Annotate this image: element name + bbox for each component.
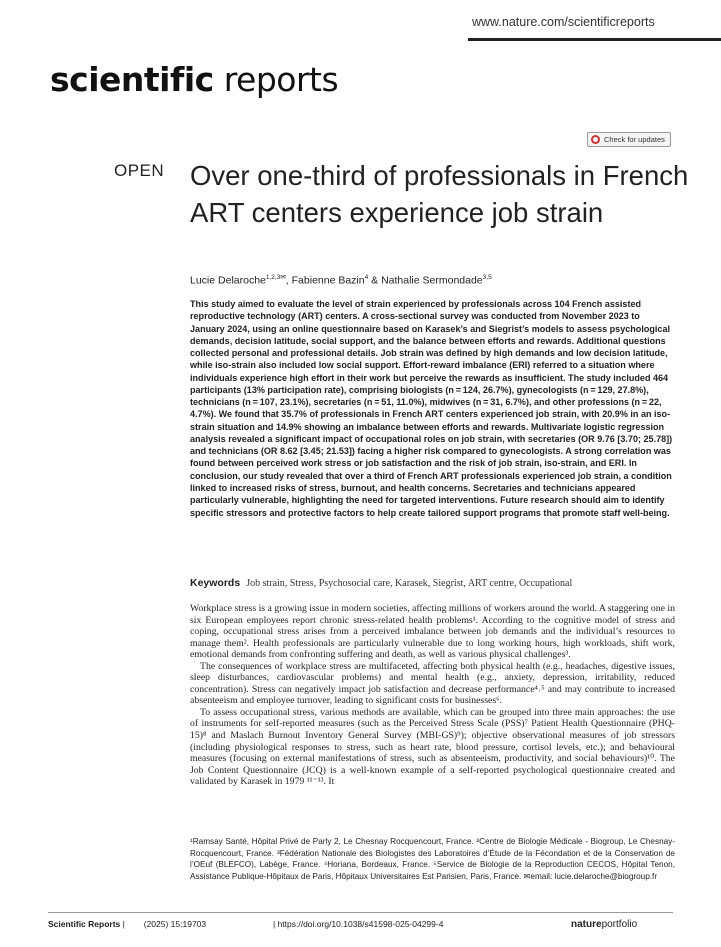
body-paragraph: Workplace stress is a growing issue in modern societies, affecting millions of workers around the world. A staggering one in six European employees report chronic stress-related health problems¹. According to the cognitive model of stress and coping, occupational stress arises from a perceived imbalance between job demands and the individual’s resources to manage them². Health professionals are particularly vulnerable due to long working hours, high workloads, shift work, emotional demands from confronting suffering and death, as well as various physical challenges³.	[190, 603, 675, 661]
check-for-updates-button[interactable]	[587, 132, 671, 147]
journal-logo	[50, 60, 338, 99]
keywords-row	[190, 577, 680, 589]
keywords-label: Keywords	[190, 577, 241, 589]
publisher-logo-rest: portfolio	[601, 919, 638, 930]
open-access-label: OPEN	[114, 161, 165, 180]
article-title: Over one-third of professionals in French ART centers experience job strain	[190, 160, 689, 228]
affiliations: ¹Ramsay Santé, Hôpital Privé de Parly 2, Le Chesnay Rocquencourt, France. ²Centre de Biologie Médicale - Biogroup, Le Chesnay-Rocquencourt, France. ³Fédération Nationale des Biologistes des Laboratoires d’Étude de la Fécondation et de la Conservation de l’OEuf (BLEFCO), Labège, France. ⁴Horiana, Bordeaux, France. ⁵Service de Biologie de la Reproduction CECOS, Hôpital Tenon, Assistance Publique-Hôpitaux de Paris, Hôpitaux Universitaires Est Parisien, Paris, France. ✉email: lucie.delaroche@biogroup.fr	[190, 837, 675, 881]
footer-citation	[48, 919, 206, 929]
author-affiliation-marks: 3,5	[482, 274, 492, 281]
author-name[interactable]: Nathalie Sermondade	[381, 274, 483, 287]
footer-volume: (2025) 15:19703	[124, 919, 207, 929]
author-name[interactable]: Lucie Delaroche	[190, 274, 266, 287]
footer-separator: |	[120, 919, 125, 929]
footer-doi[interactable]: | https://doi.org/10.1038/s41598-025-04299-4	[273, 919, 444, 929]
journal-url[interactable]: www.nature.com/scientificreports	[472, 15, 655, 29]
author-affiliation-marks: 4	[364, 274, 369, 281]
publisher-logo-bold: nature	[571, 919, 602, 930]
abstract: This study aimed to evaluate the level of strain experienced by professionals across 104 French assisted reproductive technology (ART) centers. A cross-sectional survey was conducted from November 2023 to January 2024, using an online questionnaire based on Karasek’s and Siegrist’s models to assess psychological demands, decision latitude, social support, and the balance between efforts and rewards. Additional questions collected personal and professional details. Job strain was defined by high demands and low decision latitude, while iso-strain also included low social support. Effort-reward imbalance (ERI) referred to a situation where individuals experience high effort in their work but perceive the rewards as insufficient. The study included 464 participants (13% participation rate), comprising biologists (n = 124, 26.7%), gynecologists (n = 129, 27.8%), technicians (n = 107, 23.1%), secretaries (n = 51, 11.0%), midwives (n = 31, 6.7%), and other professions (n = 22, 4.7%). We found that 35.7% of professionals in French ART centers experienced job strain, with 20.9% in an iso-strain situation and 14.9% showing an imbalance between efforts and rewards. Multivariate logistic regression analysis revealed a significant impact of occupational roles on job strain, with secretaries (OR 9.76 [3.70; 25.78]) and technicians (OR 8.62 [3.45; 21.53]) facing a higher risk compared to gynecologists. A strong correlation was found between perceived work stress or job satisfaction and the risk of job strain, iso-strain, and ERI. In conclusion, our study revealed that over a third of French ART professionals experienced job strain, a condition linked to increased risks of stress, burnout, and health concerns. Secretaries and technicians appeared particularly vulnerable, highlighting the need for targeted interventions. Future research should aim to identify specific stressors and protective factors to help create tailored support programs that promote staff well-being.	[190, 299, 673, 518]
header-rule	[468, 38, 721, 41]
author-list	[190, 273, 492, 287]
body-paragraph: To assess occupational stress, various methods are available, which can be grouped into three main approaches: the use of instruments for self-reported measures (such as the Perceived Stress Scale (PSS)⁷ Patient Health Questionnaire (PHQ-15)⁸ and Maslach Burnout Inventory General Survey (MBI-GS)⁹); objective observational measures of job stressors (including physiological responses to stress, such as heart rate, blood pressure, cortisol levels, etc.); and behavioural measures (focusing on external manifestations of stress, such as absenteeism, productivity, and social behaviours)¹⁰. The Job Content Questionnaire (JCQ) is a well-known example of a self-reported psychological questionnaire created and validated by Karasek in 1979 ¹¹⁻¹³. It	[190, 706, 675, 788]
body-paragraph: The consequences of workplace stress are multifaceted, affecting both physical health (e.g., headaches, digestive issues, sleep disturbances, cardiovascular problems) and mental health (e.g., anxiety, depression, irritability, reduced concentration). Stress can negatively impact job satisfaction and decrease performance⁴˒⁵ and may contribute to increased absenteeism and employee turnover, leading to significant costs for businesses⁶.	[190, 660, 675, 707]
article-body	[190, 603, 675, 788]
keywords-list: Job strain, Stress, Psychosocial care, Karasek, Siegrist, ART centre, Occupational	[246, 578, 573, 589]
author-separator: &	[368, 274, 382, 287]
author-name[interactable]: Fabienne Bazin	[291, 274, 365, 287]
author-affiliation-marks: 1,2,3✉	[265, 274, 286, 281]
author-separator: ,	[285, 274, 292, 287]
crossmark-icon	[591, 135, 600, 144]
journal-logo-bold: scientific	[50, 60, 214, 99]
journal-logo-rest: reports	[213, 60, 339, 99]
check-for-updates-label: Check for updates	[604, 135, 665, 144]
publisher-logo	[571, 919, 637, 930]
footer-journal: Scientific Reports	[48, 919, 121, 929]
footer-rule	[48, 912, 673, 913]
